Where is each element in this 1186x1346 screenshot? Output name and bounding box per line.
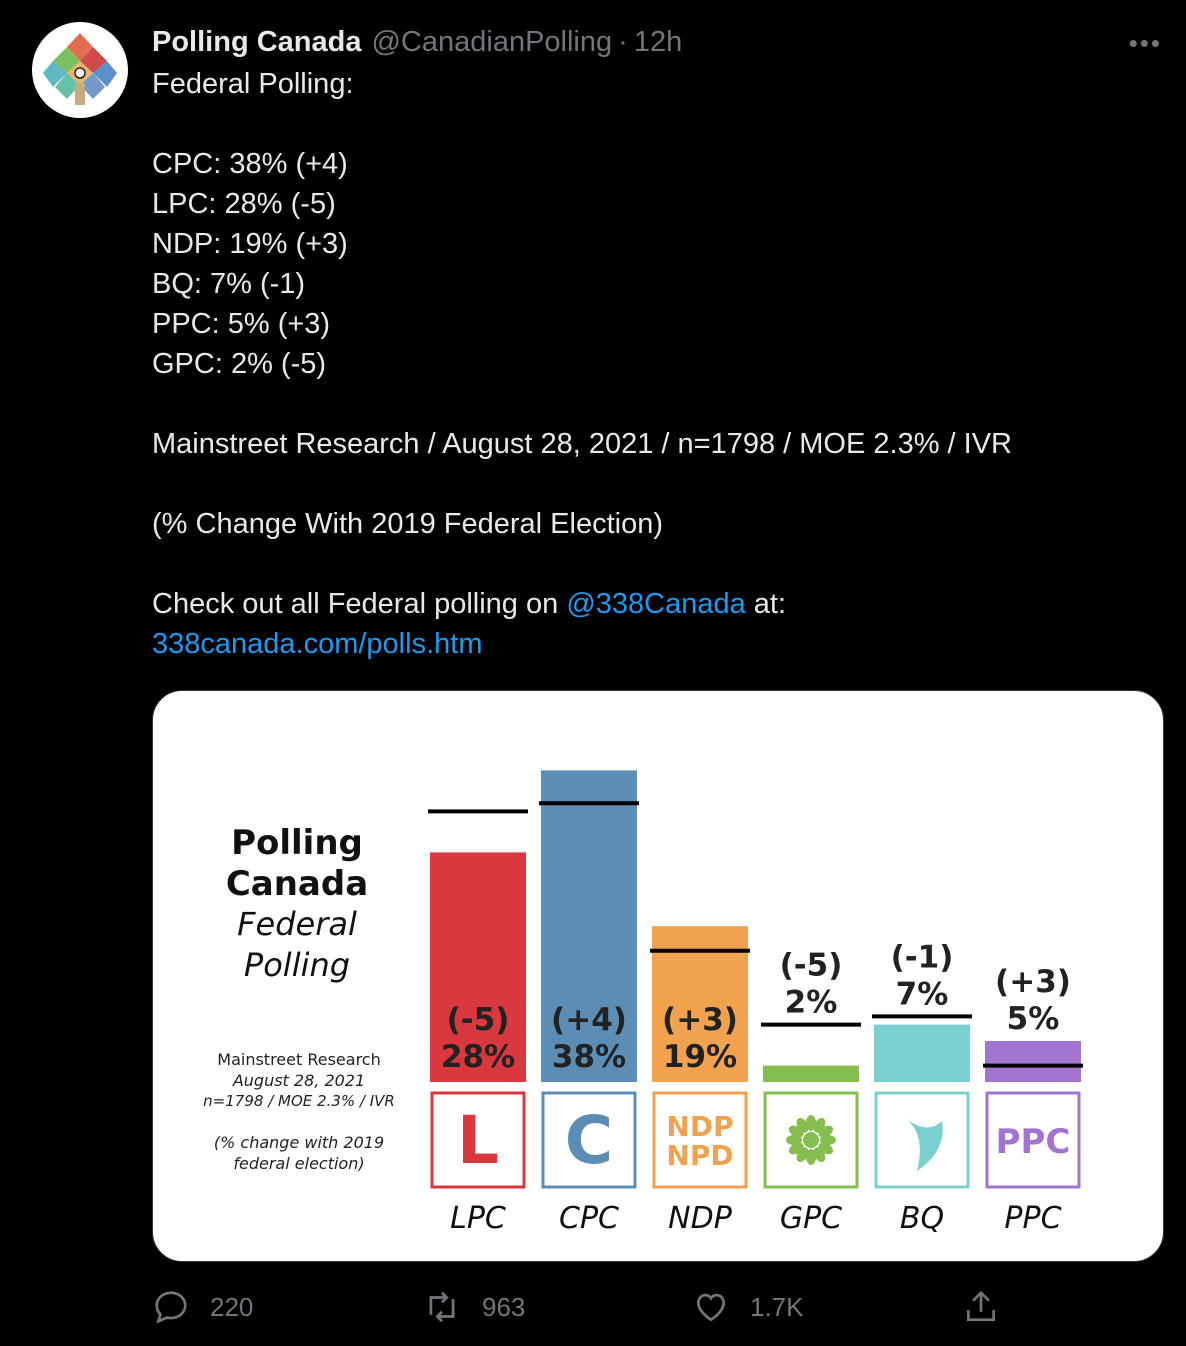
category-label-ppc: PPC xyxy=(1004,1201,1062,1236)
category-label-gpc: GPC xyxy=(779,1201,843,1236)
tweet-line-title: Federal Polling: xyxy=(152,68,354,100)
mention-link[interactable]: @338Canada xyxy=(566,588,746,620)
tweet-header xyxy=(152,22,682,62)
author-name[interactable]: Polling Canada xyxy=(152,25,362,58)
poll-chart xyxy=(153,691,1163,1261)
tweet-body xyxy=(152,64,1152,664)
value-label-cpc: 38% xyxy=(551,1039,627,1075)
change-label-ppc: (+3) xyxy=(995,964,1071,1000)
value-label-lpc: 28% xyxy=(440,1039,516,1075)
more-icon[interactable]: ••• xyxy=(1128,28,1162,58)
url-link[interactable]: 338canada.com/polls.htm xyxy=(152,628,483,660)
card-title-line2: Canada xyxy=(225,864,369,904)
author-handle[interactable]: @CanadianPolling xyxy=(371,25,613,58)
change-label-cpc: (+4) xyxy=(551,1002,627,1038)
change-label-bq: (-1) xyxy=(890,939,954,976)
card-info-line1: Mainstreet Research xyxy=(217,1050,381,1069)
tweet-timestamp[interactable]: 12h xyxy=(633,25,683,58)
poll-line-ndp: NDP: 19% (+3) xyxy=(152,228,348,260)
retweet-count: 963 xyxy=(482,1291,526,1322)
card-title-line1: Polling xyxy=(231,823,363,863)
gpc-logo-center xyxy=(803,1132,819,1148)
value-label-gpc: 2% xyxy=(784,984,838,1021)
value-label-ppc: 5% xyxy=(1006,1001,1060,1037)
card-info-line2: August 28, 2021 xyxy=(232,1071,366,1090)
like-button[interactable] xyxy=(692,1288,804,1326)
reply-button[interactable] xyxy=(152,1288,253,1326)
category-label-cpc: CPC xyxy=(559,1201,619,1236)
share-button[interactable] xyxy=(962,1288,1020,1326)
bar-ppc xyxy=(985,1041,1081,1082)
retweet-button[interactable] xyxy=(422,1288,525,1326)
poll-line-ppc: PPC: 5% (+3) xyxy=(152,308,331,340)
poll-line-lpc: LPC: 28% (-5) xyxy=(152,188,336,220)
category-label-lpc: LPC xyxy=(450,1201,506,1236)
retweet-icon xyxy=(422,1288,462,1326)
ppc-logo-text: PPC xyxy=(995,1122,1071,1162)
poll-line-cpc: CPC: 38% (+4) xyxy=(152,148,348,180)
value-label-ndp: 19% xyxy=(662,1039,738,1075)
source-line: Mainstreet Research / August 28, 2021 / n=1798 / MOE 2.3% / IVR xyxy=(152,428,1013,460)
like-count: 1.7K xyxy=(750,1291,804,1322)
change-note: (% Change With 2019 Federal Election) xyxy=(152,508,663,540)
poll-line-bq: BQ: 7% (-1) xyxy=(152,268,306,300)
category-label-bq: BQ xyxy=(899,1201,945,1236)
tweet-actions xyxy=(152,1282,1052,1332)
poll-image-card[interactable] xyxy=(152,690,1164,1262)
cta-prefix: Check out all Federal polling on xyxy=(152,588,567,620)
card-note-line2: federal election) xyxy=(233,1154,365,1173)
reply-icon xyxy=(152,1288,190,1326)
card-info-line3: n=1798 / MOE 2.3% / IVR xyxy=(203,1092,395,1110)
cpc-logo-text: C xyxy=(564,1102,614,1179)
card-note-line1: (% change with 2019 xyxy=(213,1133,385,1152)
polling-canada-logo-icon xyxy=(37,27,123,113)
cta-suffix: at: xyxy=(745,588,787,620)
reply-count: 220 xyxy=(210,1291,254,1322)
bar-bq xyxy=(874,1025,970,1082)
change-label-gpc: (-5) xyxy=(779,947,843,984)
card-subtitle-line1: Federal xyxy=(237,905,357,943)
lpc-logo-text: L xyxy=(456,1102,500,1179)
value-label-bq: 7% xyxy=(895,976,949,1013)
like-icon xyxy=(692,1288,730,1326)
bar-gpc xyxy=(763,1066,859,1082)
ndp-logo-text-top: NDP xyxy=(666,1110,734,1143)
change-label-lpc: (-5) xyxy=(446,1002,510,1038)
share-icon xyxy=(962,1288,1000,1326)
ndp-logo-text-bottom: NPD xyxy=(666,1139,734,1172)
header-separator: · xyxy=(618,25,628,58)
card-subtitle-line2: Polling xyxy=(243,946,351,984)
avatar[interactable] xyxy=(32,22,128,118)
change-label-ndp: (+3) xyxy=(662,1002,738,1038)
poll-line-gpc: GPC: 2% (-5) xyxy=(152,348,327,380)
category-label-ndp: NDP xyxy=(668,1201,732,1236)
